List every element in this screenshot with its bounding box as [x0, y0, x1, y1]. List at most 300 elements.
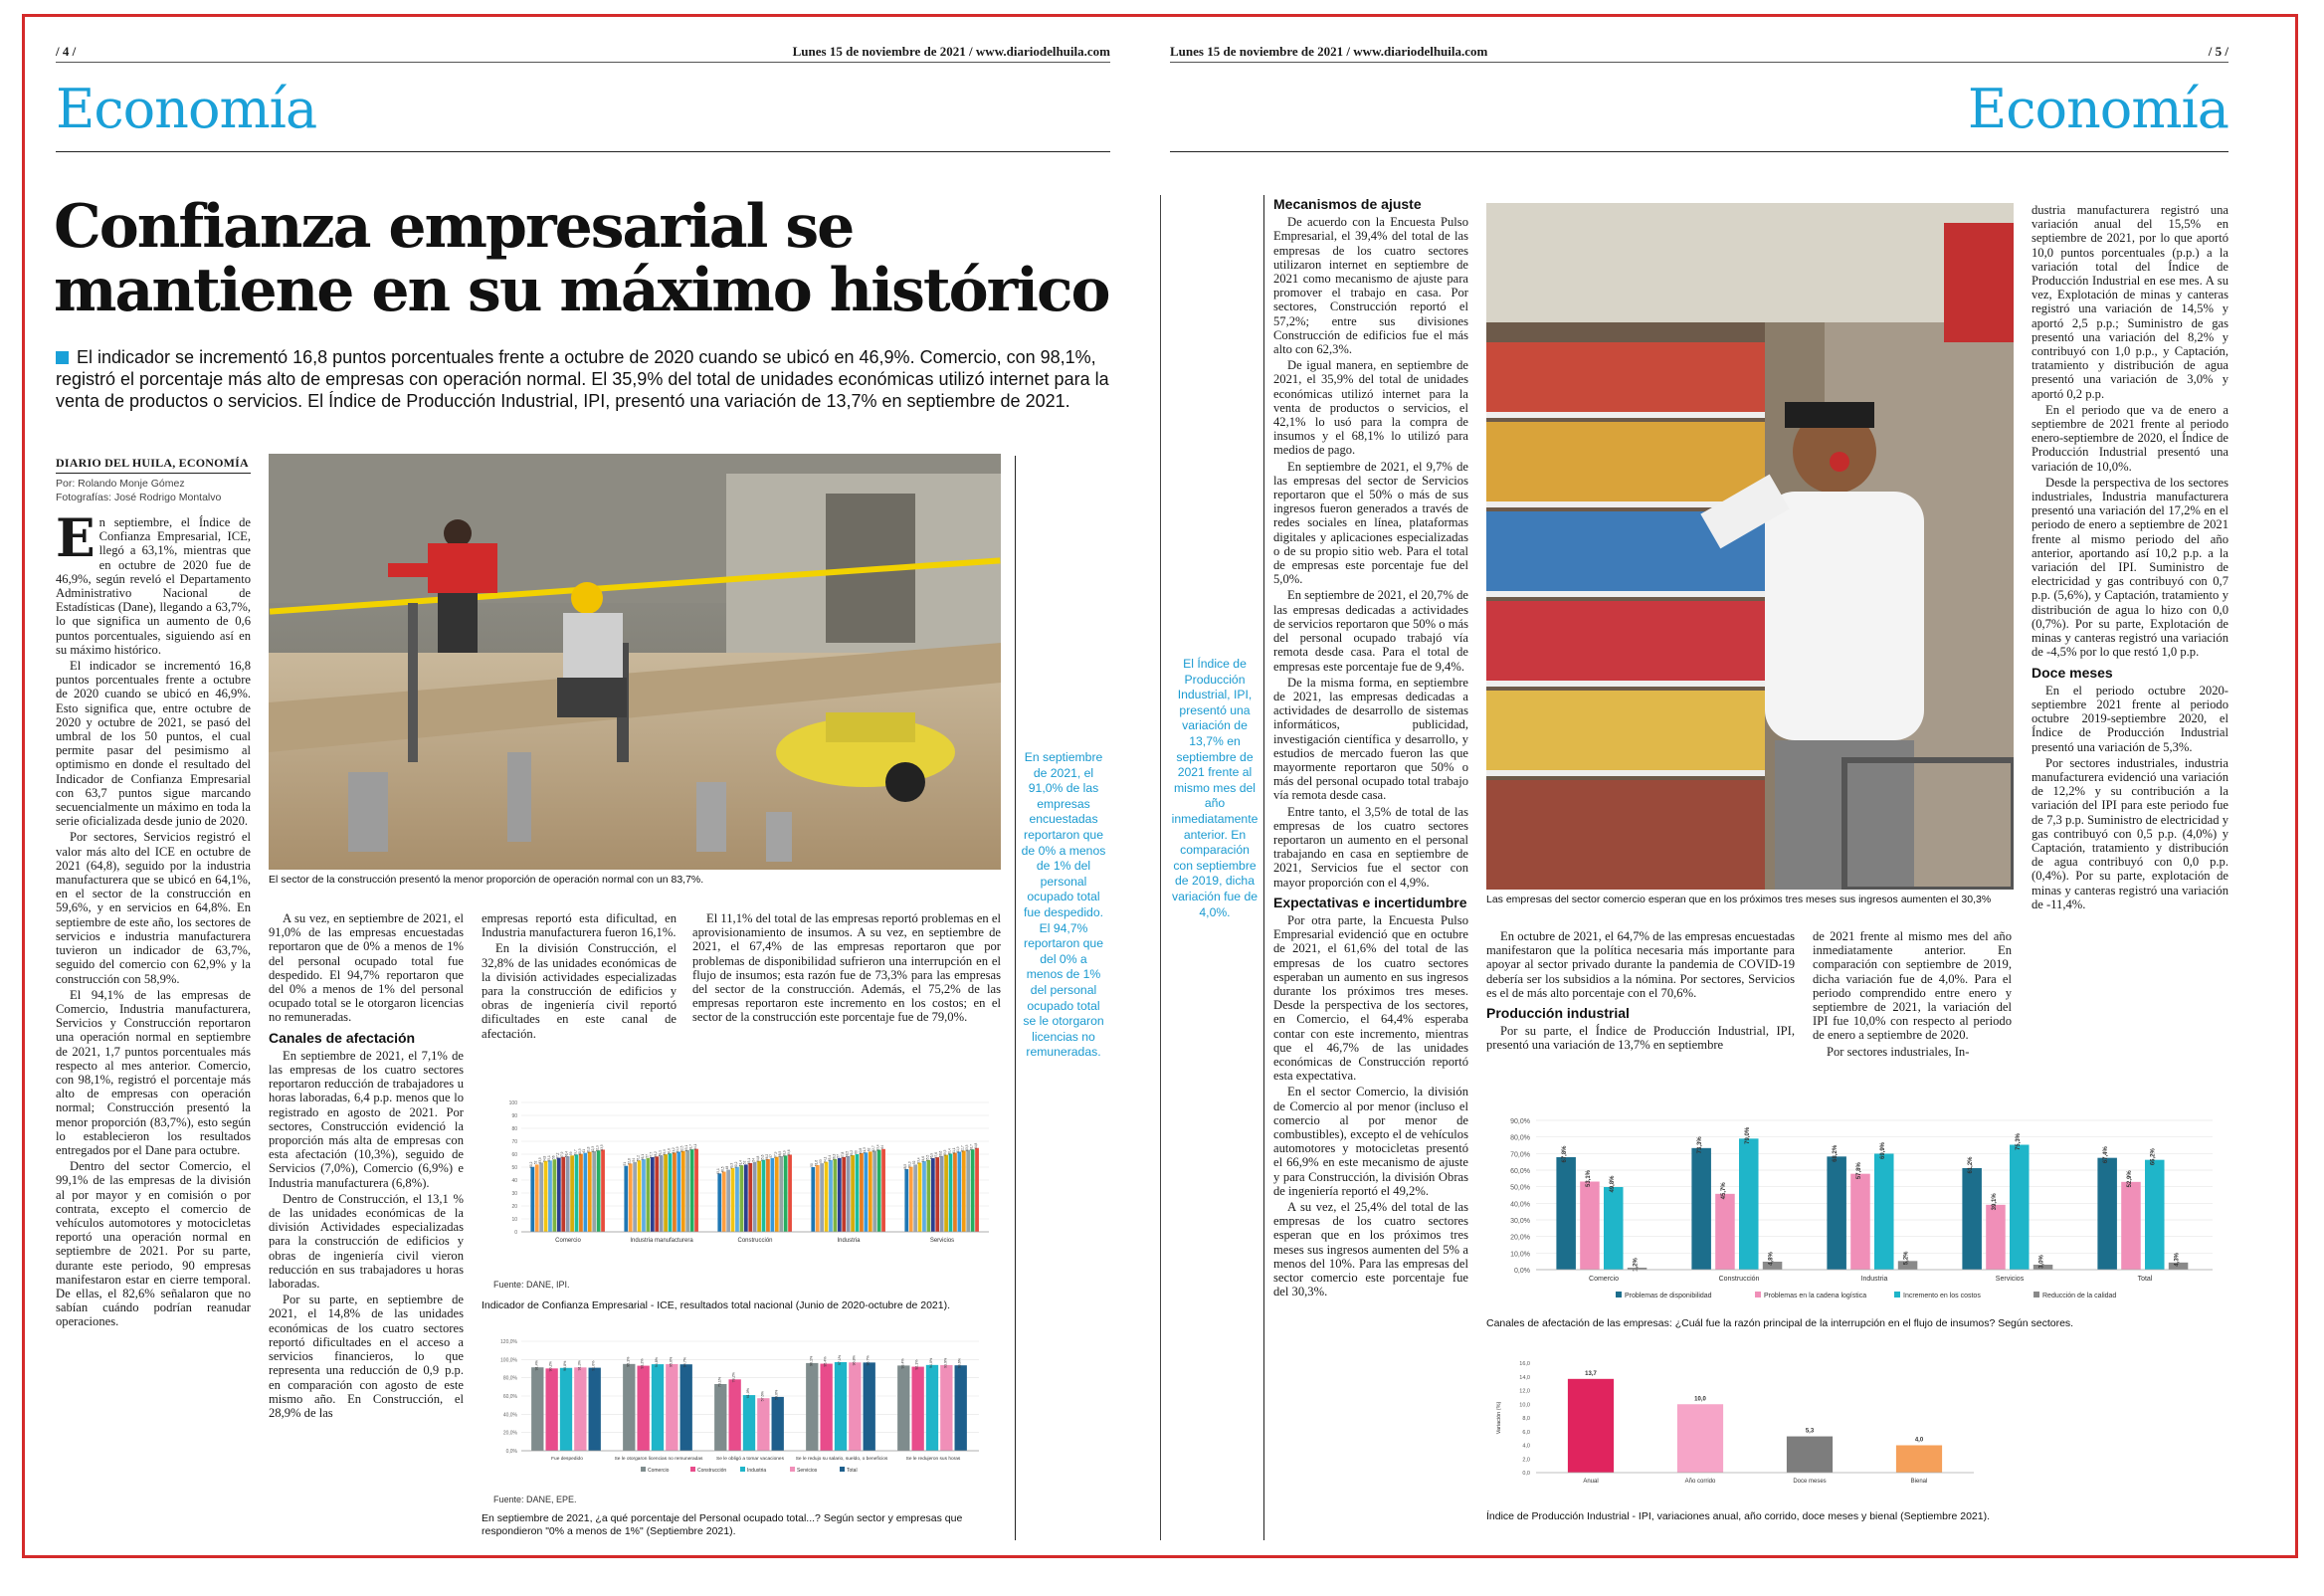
ice-bar [660, 1155, 664, 1232]
page-number-right: / 5 / [2208, 44, 2228, 59]
article-column-2 [269, 911, 464, 1540]
ice-bar-label: 55,2 [636, 1155, 641, 1162]
paragraph: Desde la perspectiva de los sectores industriales, Industria manufacturera presentó una variación del 17,2% en el periodo de enero a septiembre de 2021 frente al mismo periodo del año anterior, aportando así 10,2 p.p. a la variación del IPI. Suministro de electricidad y gas contribuyó con 0,7 p.p. (5,6%), y Captación, tratamiento y distribución de agua lo hizo con 0,0 (0,7%). Por su parte, Explotación de minas y canteras registró una variación de -4,5% por lo que restó 1,0 p.p. [2032, 475, 2228, 660]
ice-bar-label: 59,9 [662, 1149, 667, 1156]
ice-bar [597, 1150, 601, 1232]
chart-ice-title: Indicador de Confianza Empresarial - ICE, resultados total nacional (Junio de 2020-octubre de 2021). [482, 1299, 951, 1311]
personal-bar [835, 1362, 847, 1451]
header-rule-right [1170, 62, 2228, 63]
insumos-bar [2097, 1158, 2117, 1270]
article-column-r4 [2032, 203, 2228, 1098]
insumos-category-label: Industria [1860, 1276, 1888, 1283]
ice-y-tick: 10 [511, 1217, 517, 1223]
ice-bar [851, 1155, 855, 1232]
ice-y-tick: 40 [511, 1178, 517, 1184]
personal-bar-label: 94,0% [928, 1357, 933, 1368]
ice-category-label: Industria [837, 1238, 861, 1244]
lead-text: El indicador se incrementó 16,8 puntos porcentuales frente a octubre de 2020 cuando se ubicó en 46,9%. Comercio, con 98,1%, registró el porcentaje más alto de empresas con operación normal. El 35,9% del total de unidades económicas utilizó internet para la venta de productos o servicios. El Índice de Producción Industrial, IPI, presentó una variación de 13,7% en septiembre de 2021. [56, 347, 1109, 411]
paragraph: A su vez, el 25,4% del total de las empresas de los cuatro sectores esperan que en los próximos tres meses sus ingresos aumenten del 5% a menos del 10%. Para las empresas del sector comercio este porcentaje fue del 30,3%. [1273, 1200, 1468, 1299]
paragraph: n septiembre, el Índice de Confianza Empresarial, ICE, llegó a 63,1%, mientras que en octubre de 2020 fue de 46,9%, según reveló el Departamento Administrativo Nacional de Estadísticas (Dane), llegando a 63,7%, lo que significa un aumento de 0,6 puntos porcentuales, siguiendo así en su máximo histórico. [56, 515, 251, 657]
insumos-category-label: Total [2137, 1276, 2153, 1283]
ice-bar-label: 48,5 [903, 1163, 908, 1171]
personal-bar-label: 93,9% [943, 1357, 948, 1369]
personal-bar [714, 1384, 726, 1451]
chart-insumos-title: Canales de afectación de las empresas: ¿Cuál fue la razón principal de la interrupción en el flujo de insumos? Según sectores. [1486, 1317, 2074, 1329]
insumos-bar-label: 1,2% [1633, 1258, 1640, 1272]
ice-bar [535, 1164, 539, 1232]
insumos-bar [1580, 1182, 1600, 1271]
personal-y-tick: 100,0% [500, 1357, 517, 1364]
ice-bar [918, 1163, 922, 1232]
ice-bar-label: 63,3 [965, 1144, 970, 1151]
ice-y-tick: 0 [514, 1230, 517, 1236]
ice-bar [962, 1150, 966, 1232]
ice-bar-label: 57,2 [555, 1152, 560, 1159]
ice-bar-label: 58,5 [845, 1150, 850, 1158]
ice-bar [971, 1149, 975, 1232]
ice-category-label: Servicios [929, 1238, 955, 1244]
ice-bar-label: 60,4 [947, 1148, 952, 1155]
ice-bar [816, 1165, 820, 1232]
paragraph: El 94,1% de las empresas de Comercio, Industria manufacturera, Servicios y Construcción reportaron una operación normal en septiembre de 2021, 1,7 puntos porcentuales más respecto al mes anterior. Comercio, con 98,1%, registró el porcentaje más alto de empresas con operación normal; Construcción presentó la menor proporción (83,7%), esto según lo establecieron los resultados entregados por el Dane para octubre. [56, 987, 251, 1157]
ice-bar-label: 58,6 [938, 1150, 943, 1157]
ipi-y-tick: 4,0 [1522, 1443, 1530, 1450]
date-url-left: Lunes 15 de noviembre de 2021 / www.diariodelhuila.com [792, 44, 1110, 59]
ice-bar-label: 58,9 [782, 1150, 787, 1157]
ice-bar-label: 54,8 [542, 1155, 547, 1162]
personal-category-label: Se le redujo su salario, sueldo, o beneficios [795, 1457, 888, 1462]
ipi-chart [1486, 1349, 2004, 1508]
ice-bar [770, 1158, 774, 1232]
insumos-bar-label: 69,9% [1879, 1141, 1886, 1160]
ice-bar [539, 1162, 543, 1232]
ice-bar-label: 58,2 [654, 1151, 659, 1158]
ice-bar-label: 54 [751, 1158, 756, 1162]
ice-bar [811, 1167, 815, 1232]
personal-legend-swatch [690, 1467, 695, 1472]
personal-legend-label: Construcción [697, 1468, 727, 1474]
ice-bar-label: 56,3 [832, 1153, 837, 1160]
personal-bar-label: 96,8% [852, 1355, 857, 1366]
ice-bar [957, 1152, 961, 1232]
personal-bar [623, 1364, 635, 1451]
ice-bar-label: 62 [867, 1147, 872, 1152]
ice-bar-label: 54,6 [920, 1155, 925, 1163]
ice-bar-label: 60,8 [858, 1147, 863, 1155]
insumos-bar [1986, 1205, 2006, 1270]
ipi-bar [1677, 1404, 1723, 1473]
ice-bar-label: 50,2 [529, 1161, 534, 1168]
ice-bar [940, 1156, 944, 1232]
personal-legend-label: Comercio [648, 1468, 670, 1474]
insumos-bar-label: 57,8% [1855, 1162, 1862, 1180]
insumos-bar [2010, 1145, 2030, 1271]
ice-bar-label: 61,8 [586, 1146, 591, 1153]
insumos-chart [1486, 1106, 2228, 1315]
chart-ice-source: Fuente: DANE, IPI. [493, 1280, 570, 1290]
personal-bar-label: 90,8% [562, 1360, 567, 1371]
chart-personal-title: En septiembre de 2021, ¿a qué porcentaje del Personal ocupado total...? Según sector y empresas que respondieron "0% a menos de 1%" (Septiembre 2021). [482, 1512, 963, 1537]
ice-bar-label: 57,7 [649, 1151, 654, 1159]
insumos-bar-label: 68,2% [1833, 1144, 1840, 1162]
personal-legend-label: Servicios [797, 1468, 818, 1474]
ice-bar-label: 52 [742, 1160, 747, 1165]
ice-bar-label: 61 [582, 1148, 587, 1153]
subhead-canales: Canales de afectación [269, 1029, 416, 1046]
page-gutter [1160, 195, 1161, 1540]
subhead-doce-meses: Doce meses [2032, 664, 2113, 681]
ice-bar [748, 1163, 752, 1232]
insumos-category-label: Construcción [1718, 1276, 1760, 1283]
personal-bar [911, 1367, 923, 1451]
personal-category-label: Se le obligó a tomar vacaciones [716, 1457, 784, 1462]
ice-bar-label: 63,7 [969, 1144, 974, 1151]
ice-bar [544, 1161, 548, 1232]
personal-bar [757, 1398, 769, 1451]
personal-bar-label: 73,1% [717, 1376, 722, 1388]
ice-y-tick: 100 [508, 1100, 517, 1106]
insumos-bar-label: 73,3% [1697, 1136, 1704, 1154]
insumos-legend-label: Incremento en los costos [1903, 1293, 1981, 1299]
ice-bar [842, 1157, 846, 1232]
ipi-category-label: Anual [1583, 1479, 1599, 1485]
personal-bar [897, 1365, 909, 1451]
ice-bar [869, 1151, 872, 1232]
ice-bar [825, 1162, 829, 1232]
ice-bar-label: 60,3 [577, 1148, 582, 1155]
ice-category-label: Comercio [555, 1238, 581, 1244]
ipi-y-tick: 16,0 [1519, 1361, 1530, 1367]
insumos-legend-label: Problemas en la cadena logística [1764, 1293, 1867, 1299]
ipi-y-tick: 6,0 [1522, 1429, 1530, 1436]
ipi-bar [1787, 1437, 1833, 1473]
insumos-bar [1604, 1187, 1624, 1270]
byline-author: Por: Rolando Monje Gómez [56, 478, 185, 490]
ice-bar [731, 1168, 735, 1232]
ice-bar [664, 1154, 668, 1232]
insumos-bar-label: 39,1% [1991, 1193, 1998, 1211]
personal-bar [864, 1362, 875, 1451]
insumos-bar [2145, 1160, 2165, 1270]
ice-bar-label: 62,3 [591, 1145, 596, 1153]
personal-y-tick: 80,0% [502, 1375, 517, 1382]
paragraph: Entre tanto, el 3,5% de total de las empresas de los cuatro sectores reportaron un aumento en el personal trabajando en casa en septiembre de 2021, Servicios fue el sector con mayor proporción con el 4,9%. [1273, 804, 1468, 890]
paragraph: En el periodo octubre 2020-septiembre 2021 frente al periodo octubre 2019-septiembre 2020, el Índice de Producción Industrial presentó una variación de 5,3%. [2032, 683, 2228, 754]
ice-bar [762, 1160, 766, 1232]
ice-bar [904, 1169, 908, 1232]
ice-bar [753, 1162, 757, 1232]
ice-y-tick: 30 [511, 1191, 517, 1197]
page-number-left: / 4 / [56, 44, 77, 59]
paragraph: En el periodo que va de enero a septiembre de 2021 frente al periodo enero-septiembre de 2020, el Índice de Producción Industrial presentó una variación de 10,0%. [2032, 402, 2228, 474]
ice-bar [935, 1157, 939, 1232]
personal-bar [531, 1367, 543, 1451]
personal-category-label: Fue despedido [551, 1457, 583, 1462]
paragraph: De igual manera, en septiembre de 2021, el 35,9% del total de unidades económicas utilizó internet para la venta de productos o servicios, el 42,1% lo usó para la compra de insumos y el 68,1% lo utilizó para medios de pago. [1273, 358, 1468, 458]
ice-bar [784, 1155, 788, 1232]
ice-bar [655, 1156, 659, 1232]
column-divider-right [1263, 195, 1264, 1540]
personal-legend-label: Total [847, 1468, 858, 1474]
ice-bar [775, 1157, 779, 1232]
ice-bar [588, 1152, 592, 1232]
ice-bar [726, 1170, 730, 1232]
personal-bar [666, 1364, 678, 1451]
ice-bar [788, 1155, 792, 1232]
ice-bar-label: 59,7 [573, 1149, 578, 1156]
paragraph: empresas reportó esta dificultad, en Industria manufacturera fueron 16,1%. [482, 911, 677, 940]
ice-chart [482, 1091, 999, 1276]
personal-bar-label: 91,0% [591, 1360, 596, 1371]
ice-bar-label: 60 [854, 1150, 859, 1154]
insumos-bar-label: 3,0% [2038, 1255, 2045, 1269]
ice-bar [548, 1160, 552, 1232]
ice-bar-label: 58,4 [564, 1150, 569, 1158]
ice-bar [722, 1172, 726, 1232]
ice-bar-label: 48 [725, 1165, 730, 1170]
personal-y-tick: 40,0% [502, 1412, 517, 1419]
byline-block [56, 456, 251, 504]
paragraph: Dentro del sector Comercio, el 99,1% de las empresas de la división al por mayor y en comisión o por contrata, excepto el comercio de vehículos automotores y motocicletas reportó una operación normal en septiembre de 2021. Por su parte, durante este periodo, 90 empresas manifestaron estar en cierre temporal. De ellas, el 82,6% señalaron que no sabían cuándo podrían reanudar operaciones. [56, 1159, 251, 1329]
header-rule-left [56, 62, 1110, 63]
ice-bar [530, 1167, 534, 1232]
insumos-bar-label: 52,9% [2126, 1170, 2133, 1188]
ice-bar-label: 57,6 [934, 1152, 939, 1159]
article-column-3 [482, 911, 677, 1081]
ice-bar [629, 1163, 633, 1232]
personal-category-label: Se le otorgaron licencias no remuneradas [614, 1457, 703, 1462]
ice-bar [740, 1165, 744, 1232]
article-column-1 [56, 515, 251, 1540]
insumos-bar [1850, 1174, 1870, 1270]
personal-legend-swatch [840, 1467, 845, 1472]
insumos-y-tick: 20,0% [1510, 1234, 1530, 1242]
ice-bar [681, 1151, 685, 1232]
insumos-legend-swatch [2034, 1292, 2039, 1297]
ice-bar-label: 57,8 [841, 1151, 846, 1158]
ice-bar [829, 1160, 833, 1232]
ice-bar-label: 50 [810, 1163, 815, 1167]
supermarket-photo-caption: Las empresas del sector comercio esperan que en los próximos tres meses sus ingresos aumenten el 30,3% [1486, 894, 1992, 905]
insumos-bar-label: 4,8% [1768, 1252, 1775, 1266]
ice-bar [694, 1149, 698, 1232]
paragraph: A su vez, en septiembre de 2021, el 91,0% de las empresas encuestadas reportaron que de 0% a menos de 1% del personal ocupado total fue despedido. El 94,7% reportaron que del 0% a menos de 1% del personal ocupado total se le otorgaron licencias no remuneradas. [269, 911, 464, 1025]
ipi-bar [1568, 1379, 1614, 1473]
ipi-y-tick: 14,0 [1519, 1374, 1530, 1381]
ice-bar [566, 1156, 570, 1232]
personal-bar-label: 93,6% [957, 1358, 962, 1369]
insumos-bar-label: 75,3% [2015, 1132, 2022, 1151]
ice-bar-label: 59,2 [849, 1149, 854, 1157]
insumos-y-tick: 60,0% [1510, 1168, 1530, 1175]
personal-bar-label: 94,8% [654, 1356, 659, 1368]
insumos-category-label: Comercio [1589, 1276, 1619, 1283]
paragraph: Por sectores industriales, In- [1827, 1044, 1970, 1059]
personal-bar [574, 1367, 586, 1451]
insumos-y-tick: 70,0% [1510, 1151, 1530, 1159]
ice-bar [717, 1173, 721, 1232]
insumos-bar [1962, 1168, 1982, 1270]
insumos-bar-label: 67,8% [1562, 1145, 1569, 1163]
ice-bar-label: 61,1 [951, 1147, 956, 1154]
ice-bar-label: 61,2 [671, 1147, 676, 1154]
ice-bar [561, 1157, 565, 1232]
subhead-mecanismos: Mecanismos de ajuste [1273, 197, 1422, 212]
ice-bar-label: 56,1 [640, 1153, 645, 1161]
ice-bar [651, 1157, 655, 1232]
personal-bar [545, 1368, 557, 1451]
ice-category-label: Industria manufacturera [630, 1238, 693, 1244]
construction-photo-image [269, 454, 1001, 870]
ice-bar-label: 54,8 [755, 1155, 760, 1162]
paragraph: En octubre de 2021, el 64,7% de las empresas encuestadas manifestaron que la política necesaria más importante para apoyar al sector privado durante la pandemia de COVID-19 debería ser los subsidios a la nómina. Por sectores, Servicios es el de más alto porcentaje con el 70,6%. [1486, 929, 1795, 1000]
drop-cap: E [56, 515, 96, 569]
insumos-bar [2121, 1182, 2141, 1270]
insumos-bar-label: 4,3% [2174, 1252, 2181, 1267]
ice-bar [575, 1154, 579, 1232]
ice-bar-label: 53 [819, 1159, 824, 1163]
personal-bar-label: 96,1% [809, 1355, 814, 1367]
personal-bar-label: 95,0% [669, 1356, 674, 1368]
ice-bar [685, 1150, 689, 1232]
ice-bar-label: 53,4 [916, 1157, 921, 1164]
personal-y-tick: 0,0% [505, 1449, 517, 1455]
personal-bar [637, 1366, 649, 1451]
ice-bar [579, 1154, 583, 1232]
ipi-category-label: Doce meses [1793, 1479, 1827, 1485]
insumos-bar-label: 53,1% [1585, 1169, 1592, 1188]
ice-bar [953, 1153, 957, 1232]
ipi-bar-label: 13,7 [1585, 1370, 1597, 1377]
ice-bar-label: 55,5 [925, 1154, 930, 1161]
personal-bar [955, 1365, 967, 1451]
personal-chart [482, 1331, 999, 1491]
headline-line-2: mantiene en su máximo histórico [54, 256, 1109, 325]
square-bullet-icon [56, 351, 69, 364]
personal-bar-label: 93,4% [900, 1358, 905, 1369]
ice-bar [847, 1156, 851, 1232]
column-divider-left [1015, 456, 1016, 1540]
insumos-category-label: Servicios [1995, 1276, 2025, 1283]
ice-bar-label: 61,9 [956, 1146, 961, 1153]
ice-bar [601, 1149, 605, 1232]
ice-bar-label: 64 [879, 1145, 884, 1149]
ice-bar-label: 55,6 [760, 1154, 765, 1161]
ice-y-tick: 20 [511, 1204, 517, 1210]
ipi-bar-label: 10,0 [1694, 1396, 1706, 1403]
ice-bar-label: 62,5 [679, 1145, 684, 1152]
ice-bar [669, 1153, 673, 1232]
ice-y-tick: 60 [511, 1152, 517, 1158]
insumos-bar [1691, 1148, 1711, 1270]
personal-bar-label: 95,4% [823, 1356, 828, 1367]
personal-bar [589, 1368, 601, 1451]
ice-bar-label: 52,8 [627, 1158, 632, 1165]
ice-bar [949, 1153, 953, 1232]
ice-bar [856, 1154, 860, 1232]
ice-bar [872, 1150, 876, 1232]
chart-ipi-title: Índice de Producción Industrial - IPI, variaciones anual, año corrido, doce meses y bienal (Septiembre 2021). [1486, 1510, 1991, 1522]
ice-bar-label: 56 [551, 1155, 556, 1159]
personal-y-tick: 20,0% [502, 1430, 517, 1437]
ipi-y-tick: 0,0 [1522, 1471, 1530, 1477]
ice-bar-label: 57 [769, 1154, 774, 1158]
insumos-bar [1827, 1156, 1846, 1270]
ice-bar-label: 50,2 [733, 1161, 738, 1168]
ice-bar [913, 1164, 917, 1232]
personal-bar [772, 1397, 784, 1451]
insumos-bar-label: 79,0% [1744, 1126, 1751, 1144]
insumos-legend-swatch [1755, 1292, 1761, 1297]
ice-bar-label: 57 [836, 1154, 841, 1158]
ice-bar-label: 49,3 [729, 1162, 734, 1170]
insumos-bar-label: 49,8% [1609, 1175, 1616, 1193]
personal-bar [743, 1395, 755, 1451]
construction-photo-caption: El sector de la construcción presentó la menor proporción de operación normal con un 83,7%. [269, 874, 704, 886]
ice-bar [909, 1167, 913, 1232]
ice-bar-label: 59,1 [658, 1150, 663, 1157]
pull-quote-right: El Índice de Producción Industrial, IPI, presentó una variación de 13,7% en septiembre de 2021 frente al mismo mes del año inmediatamente anterior. En comparación con septiembre de 2019, dicha variación fue de 4,0%. [1171, 657, 1259, 919]
insumos-bar-label: 5,2% [1903, 1251, 1910, 1266]
insumos-legend-label: Reducción de la calidad [2042, 1293, 2117, 1299]
ipi-bar-label: 5,3 [1805, 1428, 1815, 1435]
ipi-category-label: Año corrido [1684, 1479, 1716, 1485]
personal-bar [560, 1368, 572, 1451]
ice-bar-label: 52 [912, 1160, 917, 1165]
ice-bar [677, 1152, 680, 1232]
ice-bar-label: 51,6 [814, 1159, 819, 1167]
paragraph: En septiembre de 2021, el 20,7% de las empresas dedicadas a actividades de servicios reportaron que 50% o más del personal ocupado trabajó vía remota desde casa. Para el total de empresas este porcentaje fue de 9,4%. [1273, 588, 1468, 674]
article-column-r3 [1813, 929, 2012, 1098]
ice-bar [922, 1161, 926, 1232]
personal-legend-swatch [641, 1467, 646, 1472]
ice-category-label: Construcción [737, 1238, 773, 1244]
ice-bar-label: 63,1 [684, 1144, 689, 1152]
ice-bar [931, 1158, 935, 1232]
ice-bar-label: 56,2 [764, 1153, 769, 1161]
paragraph: Por su parte, el Índice de Producción Industrial, IPI, presentó una variación de 13,7% en septiembre [1486, 1024, 1795, 1053]
insumos-bar [1739, 1138, 1759, 1270]
byline-photographer: Fotografías: José Rodrigo Montalvo [56, 492, 222, 503]
insumos-y-tick: 80,0% [1510, 1134, 1530, 1142]
ice-bar-label: 62,7 [872, 1145, 876, 1152]
personal-bar [728, 1379, 740, 1451]
ice-bar-label: 55,1 [546, 1155, 551, 1162]
ice-bar-label: 55,4 [827, 1154, 832, 1162]
ice-bar-label: 63,4 [875, 1144, 880, 1151]
ice-y-tick: 90 [511, 1113, 517, 1119]
section-title-right: Economía [1967, 78, 2228, 140]
ice-bar [735, 1167, 739, 1232]
ipi-y-tick: 2,0 [1522, 1457, 1530, 1464]
ice-bar-label: 60,6 [667, 1148, 672, 1155]
personal-bar [849, 1362, 861, 1451]
ice-bar-label: 54,1 [823, 1156, 828, 1163]
ice-bar-label: 53,1 [747, 1157, 752, 1165]
paragraph: En la división Construcción, el 32,8% de las unidades económicas de la división actividades especializadas para la construcción de edificios y obras de ingeniería civil reportó dificultades en este canal de afectación. [482, 941, 677, 1041]
insumos-y-tick: 30,0% [1510, 1218, 1530, 1225]
paragraph: de 2021 frente al mismo mes del año inmediatamente anterior. En comparación con septiembre de 2019, dicha variación fue de 4,0%. Para el periodo comprendido entre enero y septiembre de 2021, la variación del IPI fue 10,0% con respecto al periodo de enero a septiembre de 2020. [1813, 929, 2012, 1043]
ipi-y-tick: 12,0 [1519, 1388, 1530, 1395]
personal-legend-label: Industria [747, 1468, 767, 1474]
ice-bar [642, 1159, 646, 1232]
supermarket-photo-image [1486, 203, 2014, 890]
ice-bar [944, 1155, 948, 1232]
personal-bar-label: 92,1% [914, 1359, 919, 1370]
ice-bar [690, 1149, 694, 1232]
ice-bar [975, 1148, 979, 1232]
personal-y-tick: 120,0% [500, 1339, 517, 1345]
